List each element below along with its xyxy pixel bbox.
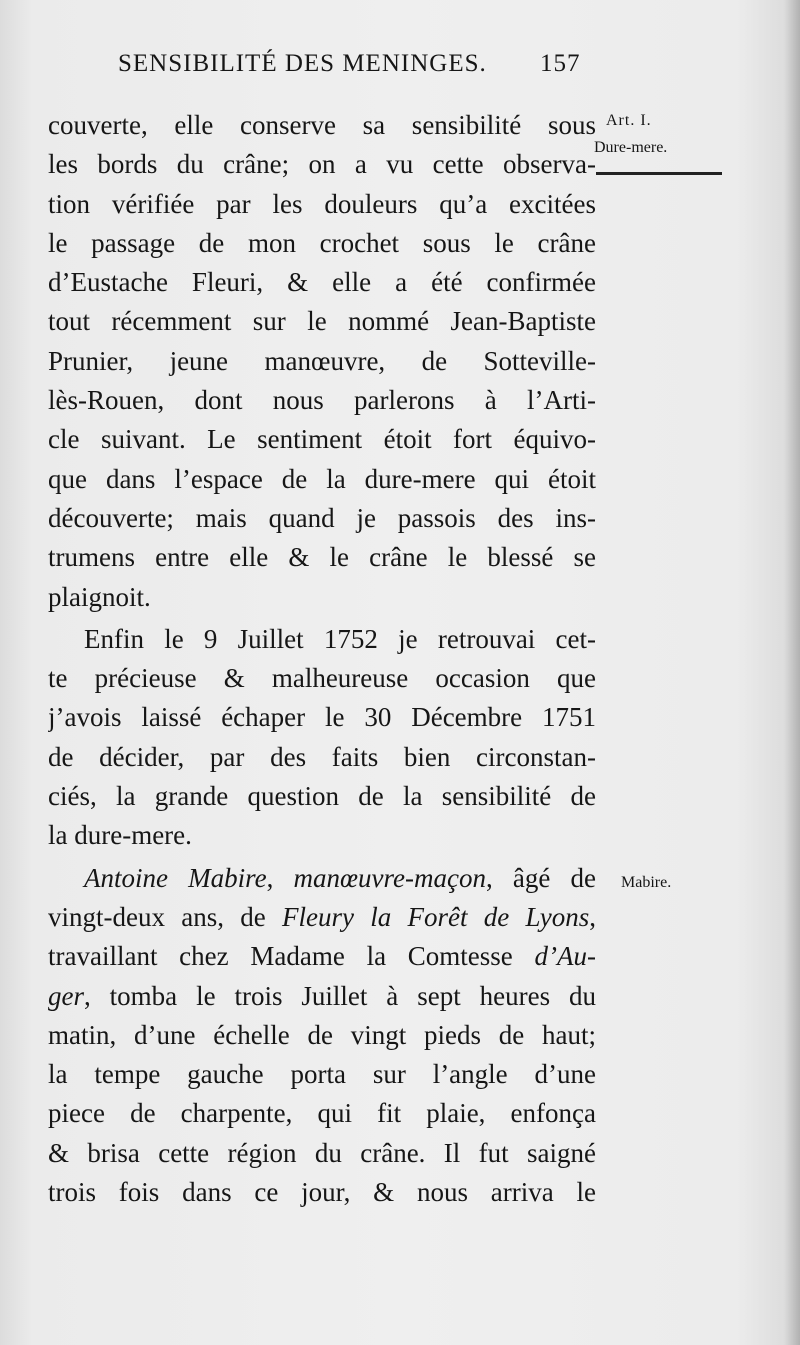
page-edge-shadow — [784, 0, 800, 1345]
text-line — [48, 859, 596, 898]
text-line: trumens entre elle & le crâne le blessé se — [48, 542, 596, 573]
italic-name: Antoine Mabire — [84, 862, 267, 893]
text-line: découverte; mais quand je passois des ins- — [48, 502, 596, 533]
text-line: & brisa cette région du crâne. Il fut saigné — [48, 1137, 596, 1168]
italic-trade: manœuvre-maçon — [293, 862, 486, 893]
text-line: tout récemment sur le nommé Jean-Baptiste — [48, 306, 596, 337]
text-line: d’Eustache Fleuri, & elle a été confirmée — [48, 267, 596, 298]
margin-name-label: Mabire. — [621, 874, 672, 891]
text-line: matin, d’une échelle de vingt pieds de haut; — [48, 1019, 596, 1050]
margin-section-label: Dure-mere. — [594, 139, 668, 156]
text-line: piece de charpente, qui fit plaie, enfonça — [48, 1098, 596, 1129]
text-line: Prunier, jeune manœuvre, de Sotteville- — [48, 345, 596, 376]
text-line — [48, 937, 596, 976]
text-line — [48, 898, 596, 937]
text-run: travaillant chez Madame la Comtesse — [48, 941, 535, 972]
italic-place: Fleury la Forêt de Lyons — [282, 901, 590, 932]
body-text — [48, 106, 596, 1212]
text-line: la tempe gauche porta sur l’angle d’une — [48, 1059, 596, 1090]
italic-place: d’Au- — [534, 941, 596, 972]
text-line — [48, 977, 596, 1016]
text-line: couverte, elle conserve sa sensibilité sous — [48, 110, 596, 140]
text-run: , — [266, 862, 294, 893]
text-line: te précieuse & malheureuse occasion que — [48, 663, 596, 694]
text-line: la dure-mere. — [48, 820, 192, 851]
text-line: le passage de mon crochet sous le crâne — [48, 227, 596, 258]
running-head — [118, 50, 598, 78]
page-number: 157 — [540, 50, 581, 77]
margin-rule — [596, 172, 722, 175]
running-title: SENSIBILITÉ DES MENINGES. — [118, 50, 487, 77]
text-line: tion vérifiée par les douleurs qu’a excitées — [48, 188, 596, 219]
italic-place: ger — [48, 980, 84, 1011]
text-line: de décider, par des faits bien circonstan- — [48, 741, 596, 772]
text-line: Enfin le 9 Juillet 1752 je retrouvai cet- — [84, 623, 596, 654]
text-run: , — [589, 901, 596, 932]
text-line: ciés, la grande question de la sensibilité de — [48, 781, 596, 812]
text-line: trois fois dans ce jour, & nous arriva le — [48, 1177, 596, 1208]
text-run: , tomba le trois Juillet à sept heures du — [84, 980, 596, 1011]
margin-article-label: Art. I. — [606, 112, 652, 129]
text-line: plaignoit. — [48, 581, 151, 612]
text-line: j’avois laissé échaper le 30 Décembre 1751 — [48, 702, 596, 733]
text-line: lès-Rouen, dont nous parlerons à l’Arti- — [48, 385, 596, 416]
text-line: que dans l’espace de la dure-mere qui étoit — [48, 463, 596, 494]
text-line: les bords du crâne; on a vu cette observa- — [48, 149, 596, 180]
text-run: vingt-deux ans, de — [48, 901, 283, 932]
text-line: cle suivant. Le sentiment étoit fort équivo- — [48, 424, 596, 455]
text-run: , âgé de — [486, 862, 596, 893]
